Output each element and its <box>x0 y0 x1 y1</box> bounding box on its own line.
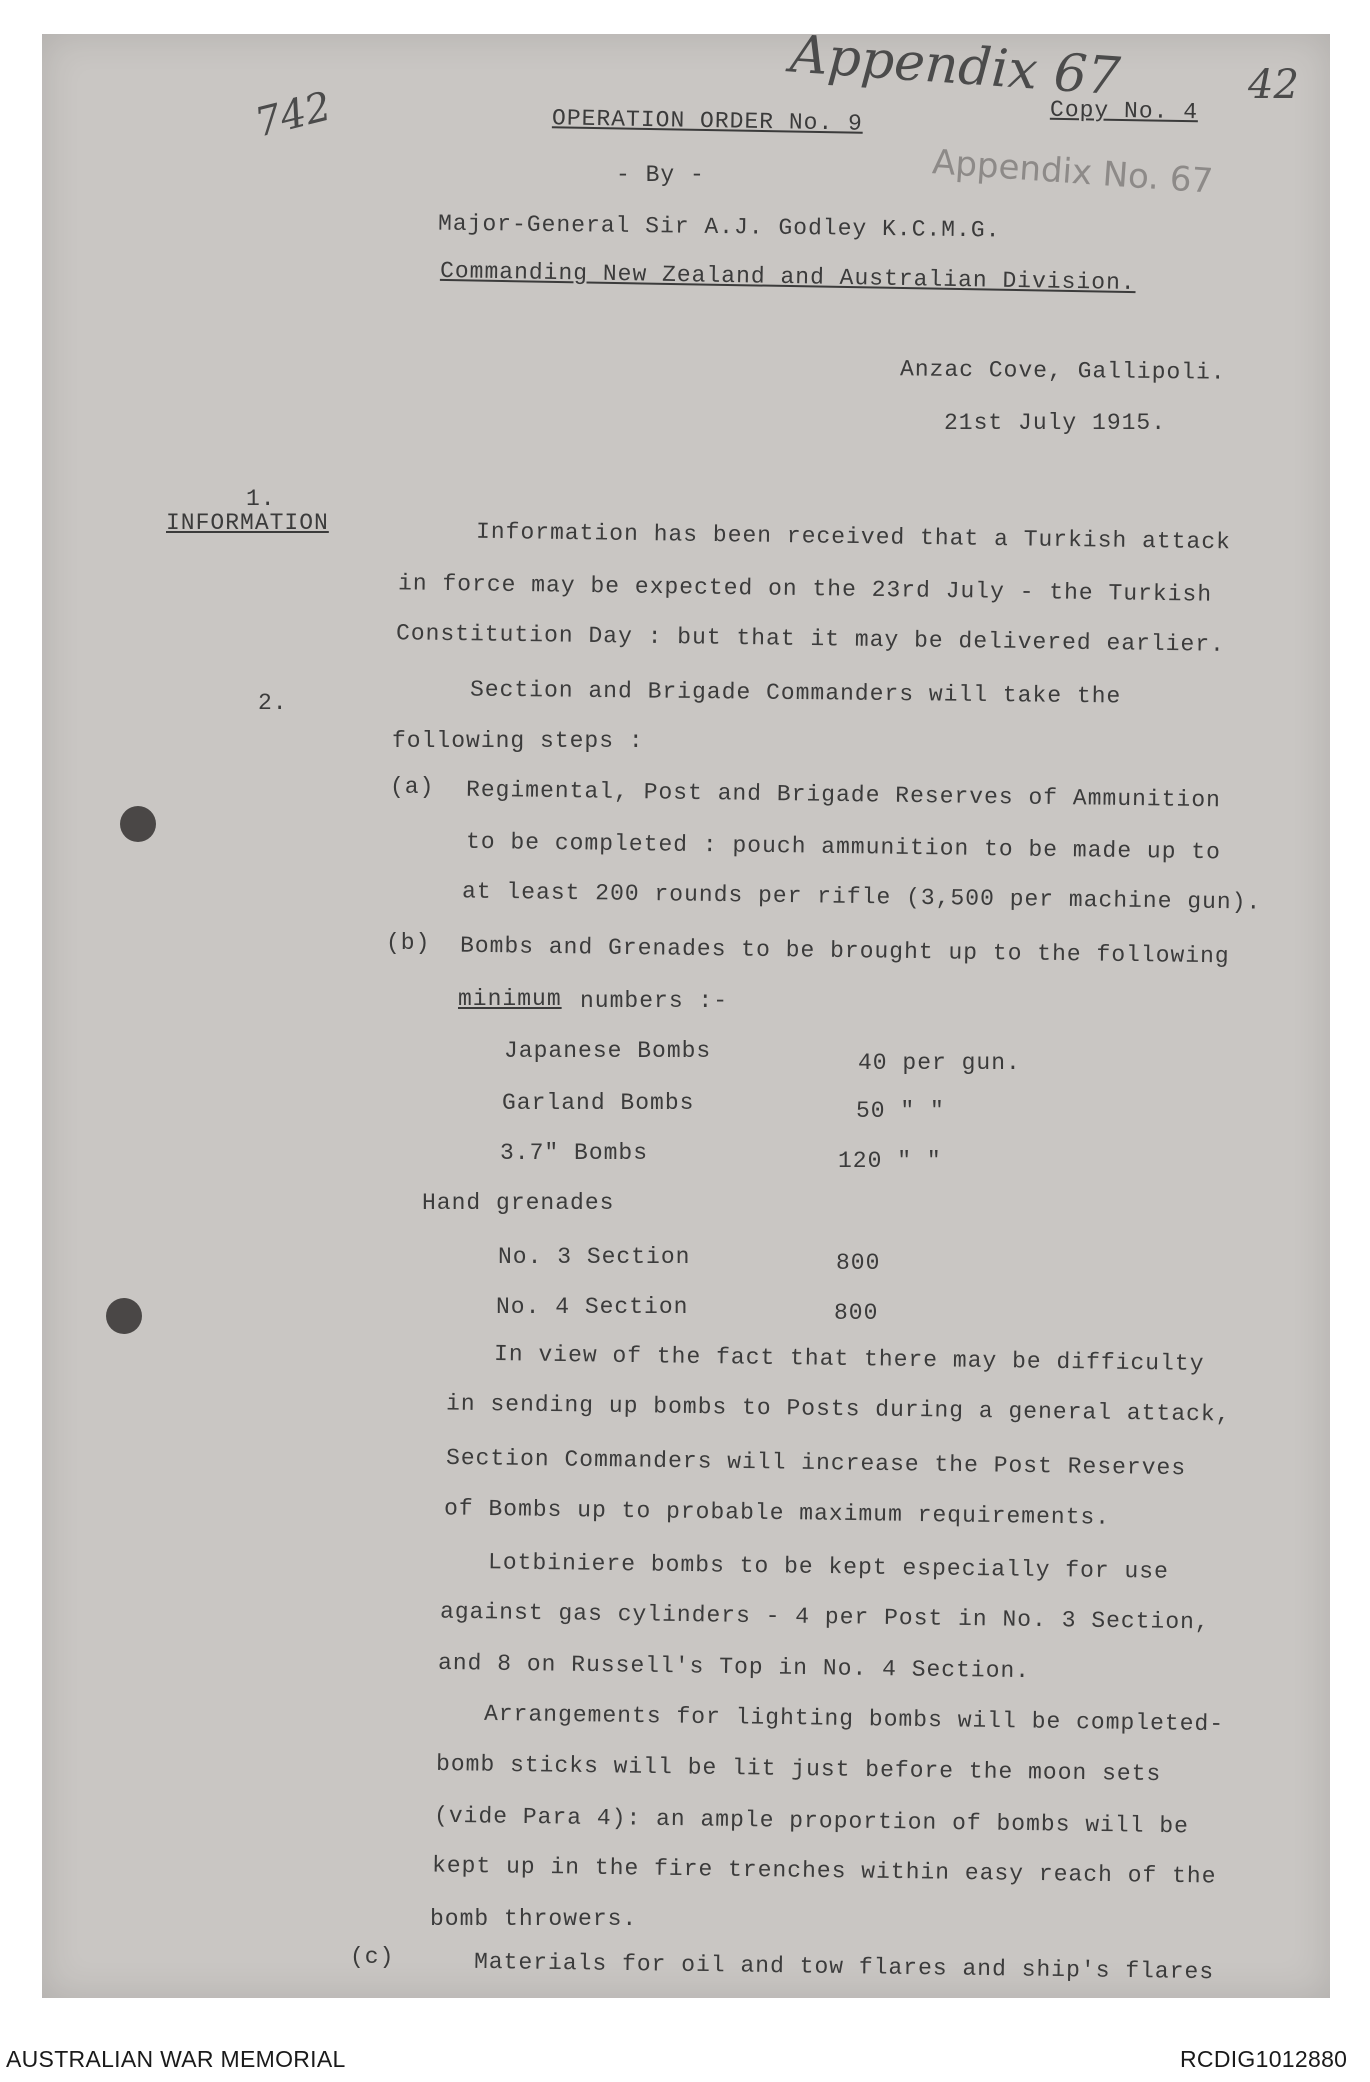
grenade-qty: 800 <box>834 1300 879 1326</box>
paragraph-line: bomb throwers. <box>430 1906 638 1932</box>
paragraph-line: kept up in the fire trenches within easy reach of the <box>431 1852 1217 1890</box>
item-b-minimum: minimum <box>458 986 562 1012</box>
paragraph-line: of Bombs up to probable maximum requirements. <box>443 1495 1111 1531</box>
bomb-name: 3.7" Bombs <box>500 1140 649 1166</box>
paragraph-line: In view of the fact that there may be difficulty <box>493 1341 1205 1377</box>
section-1-number: 1. <box>246 486 276 512</box>
footer-source: AUSTRALIAN WAR MEMORIAL <box>6 2046 346 2072</box>
item-b-numbers: numbers :- <box>580 988 729 1014</box>
paragraph-line: Section Commanders will increase the Post Reserves <box>445 1444 1187 1482</box>
grenade-name: No. 3 Section <box>498 1244 691 1270</box>
hand-grenades-heading: Hand grenades <box>422 1190 615 1216</box>
paragraph-line: Lotbiniere bombs to be kept especially for use <box>487 1549 1170 1585</box>
bomb-qty: 40 per gun. <box>858 1050 1021 1076</box>
punch-hole-bottom <box>106 1298 142 1334</box>
page-number: 42 <box>1248 62 1299 108</box>
section-1-line: Information has been received that a Turkish attack <box>475 518 1232 556</box>
item-a-line: to be completed : pouch ammunition to be made up to <box>465 828 1222 866</box>
paragraph-line: against gas cylinders - 4 per Post in No. 3 Section, <box>439 1598 1210 1636</box>
item-b-line: Bombs and Grenades to be brought up to the following <box>459 932 1230 970</box>
date: 21st July 1915. <box>944 410 1167 436</box>
item-a-label: (a) <box>390 774 435 800</box>
paragraph-line: and 8 on Russell's Top in No. 4 Section. <box>437 1649 1031 1685</box>
item-b-label: (b) <box>386 930 431 956</box>
paragraph-line: bomb sticks will be lit just before the moon sets <box>435 1750 1162 1788</box>
item-a-line: Regimental, Post and Brigade Reserves of Ammunition <box>465 776 1222 814</box>
punch-hole-top <box>120 806 156 842</box>
appendix-handwritten: Appendix 67 <box>788 24 1123 108</box>
section-2-intro: Section and Brigade Commanders will take the <box>469 676 1122 710</box>
paragraph-line: Arrangements for lighting bombs will be completed- <box>483 1700 1225 1738</box>
item-c-label: (c) <box>350 1944 395 1970</box>
order-title: OPERATION ORDER No. 9 <box>551 105 864 137</box>
bomb-name: Garland Bombs <box>502 1090 695 1116</box>
by-line: - By - <box>616 162 705 188</box>
appendix-stamp: Appendix No. 67 <box>930 142 1215 202</box>
bomb-qty: 50 " " <box>856 1098 945 1124</box>
section-1-line: Constitution Day : but that it may be delivered earlier. <box>395 620 1226 658</box>
grenade-name: No. 4 Section <box>496 1294 689 1320</box>
number-742: 742 <box>250 83 336 147</box>
section-2-intro: following steps : <box>392 728 644 754</box>
paragraph-line: (vide Para 4): an ample proportion of bombs will be <box>433 1802 1190 1840</box>
item-a-line: at least 200 rounds per rifle (3,500 per machine gun). <box>461 878 1262 916</box>
item-c-line: Materials for oil and tow flares and ship's flares <box>473 1948 1215 1986</box>
copy-number: Copy No. 4 <box>1049 96 1199 126</box>
bomb-qty: 120 " " <box>838 1148 942 1174</box>
place: Anzac Cove, Gallipoli. <box>899 356 1226 386</box>
section-1-line: in force may be expected on the 23rd July - the Turkish <box>397 570 1213 608</box>
paragraph-line: in sending up bombs to Posts during a general attack, <box>445 1390 1231 1428</box>
grenade-qty: 800 <box>836 1250 881 1276</box>
footer-id: RCDIG1012880 <box>1180 2046 1348 2072</box>
commander-name: Major-General Sir A.J. Godley K.C.M.G. <box>437 210 1001 244</box>
bomb-name: Japanese Bombs <box>504 1038 712 1064</box>
section-2-number: 2. <box>258 690 288 716</box>
commanding-line: Commanding New Zealand and Australian Division. <box>439 257 1136 297</box>
section-1-heading: INFORMATION <box>166 510 329 536</box>
